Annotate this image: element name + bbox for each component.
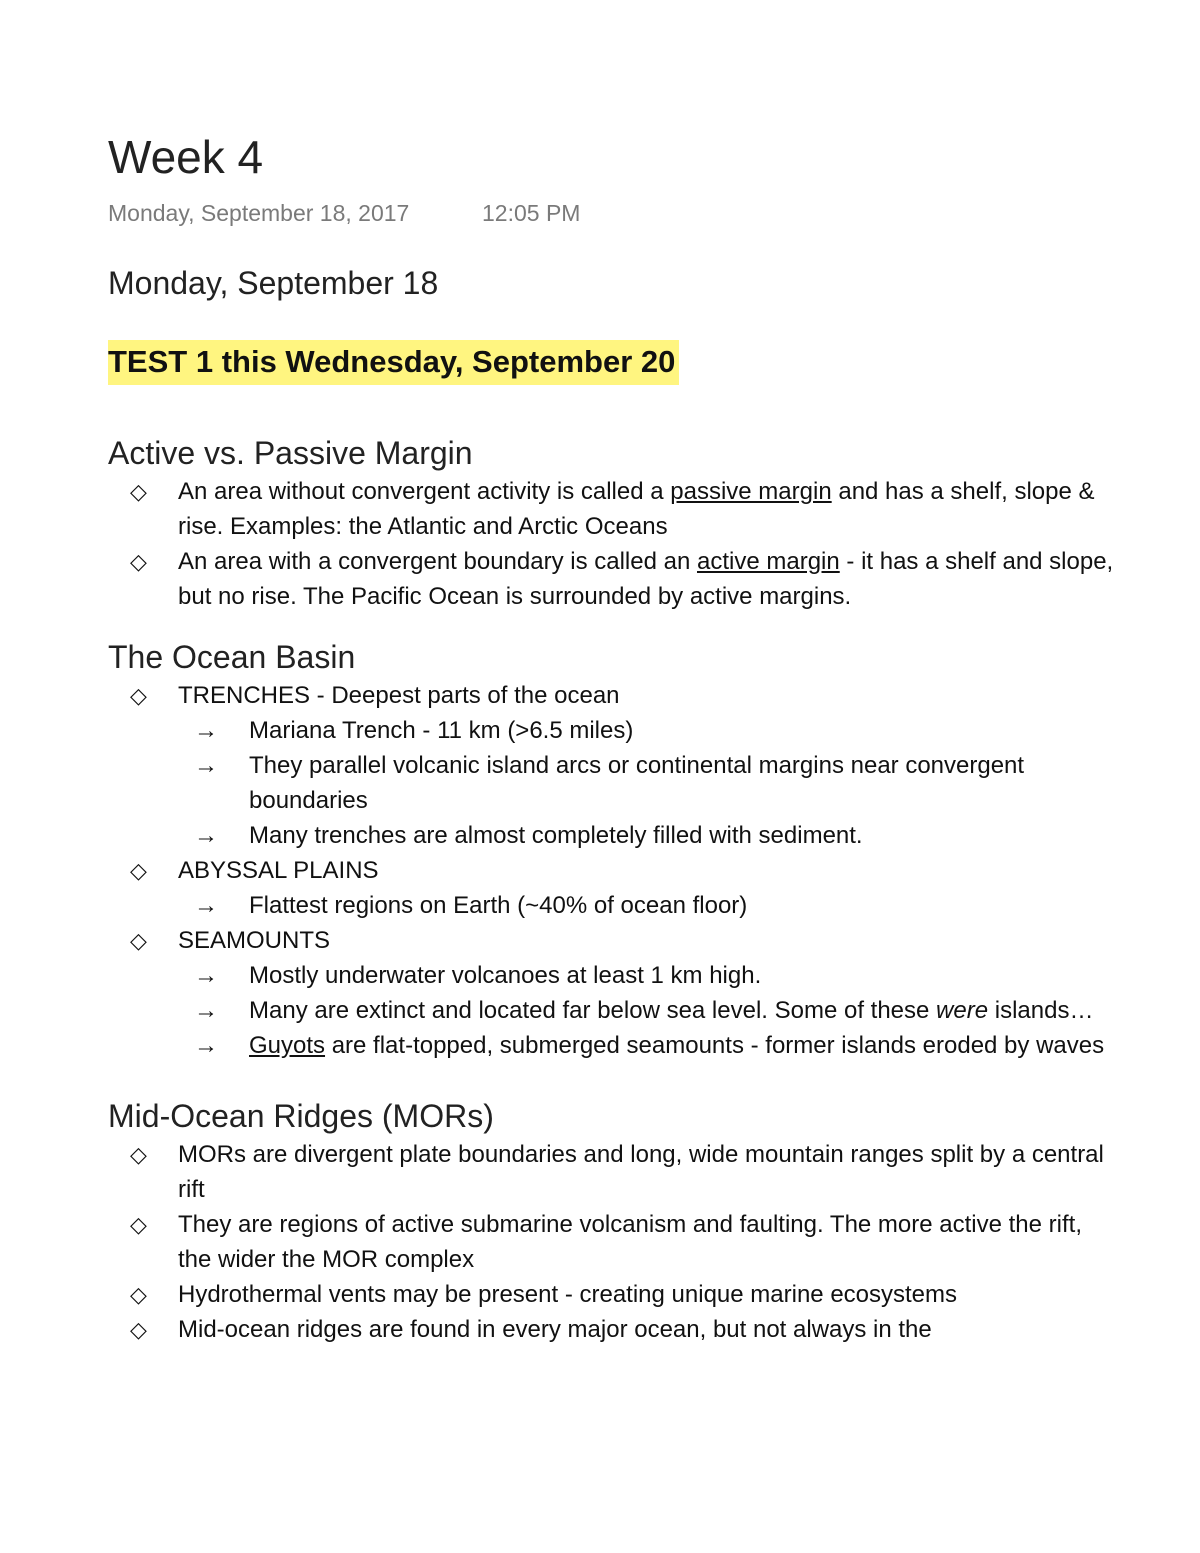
arrow-bullet-icon: → — [194, 1032, 218, 1059]
diamond-bullet-icon: ◇ — [130, 479, 147, 504]
diamond-bullet-icon: ◇ — [130, 1282, 147, 1307]
bullet-text: Hydrothermal vents may be present - creating unique marine ecosystems — [178, 1281, 958, 1308]
section-heading-mor: Mid-Ocean Ridges (MORs) — [108, 1098, 494, 1134]
arrow-bullet-icon: → — [194, 997, 218, 1024]
bullet-active-margin — [108, 544, 1118, 614]
arrow-bullet-icon: → — [194, 822, 218, 849]
bullet-text: MORs are divergent plate boundaries and long, wide mountain ranges split by a central rift — [178, 1141, 1104, 1203]
bullet-text: SEAMOUNTS — [178, 927, 331, 954]
arrow-bullet-icon: → — [194, 752, 218, 779]
bullet-mor — [108, 1137, 1118, 1207]
bullet-text: - it has a shelf and slope, but no rise. The Pacific Ocean is surrounded by active margins. — [178, 548, 1114, 610]
bullet-abyssal-plains — [108, 853, 1118, 888]
arrow-bullet-icon: → — [194, 717, 218, 744]
page-time: 12:05 PM — [482, 200, 581, 226]
term-active-margin: active margin — [697, 548, 840, 575]
bullet-text: TRENCHES - Deepest parts of the ocean — [178, 682, 620, 709]
diamond-bullet-icon: ◇ — [130, 683, 147, 708]
sub-bullet-text: They parallel volcanic island arcs or continental margins near convergent boundaries — [249, 752, 1025, 814]
bullet-mor — [108, 1207, 1118, 1277]
arrow-bullet-icon: → — [194, 962, 218, 989]
day-heading: Monday, September 18 — [108, 265, 439, 301]
bullet-text: ABYSSAL PLAINS — [178, 857, 379, 884]
bullet-text: An area without convergent activity is called a — [178, 478, 671, 505]
sub-bullet — [108, 958, 1118, 993]
bullet-seamounts — [108, 923, 1118, 958]
diamond-bullet-icon: ◇ — [130, 928, 147, 953]
bullet-text: They are regions of active submarine volcanism and faulting. The more active the rift, the wider the MOR complex — [178, 1211, 1082, 1273]
bullet-trenches — [108, 678, 1118, 713]
diamond-bullet-icon: ◇ — [130, 858, 147, 883]
page-date: Monday, September 18, 2017 — [108, 200, 410, 226]
diamond-bullet-icon: ◇ — [130, 1317, 147, 1342]
notes-body — [108, 432, 1118, 1347]
diamond-bullet-icon: ◇ — [130, 1142, 147, 1167]
diamond-bullet-icon: ◇ — [130, 549, 147, 574]
sub-bullet-text: Mostly underwater volcanoes at least 1 km high. — [249, 962, 762, 989]
sub-bullet-text: islands… — [988, 997, 1094, 1024]
sub-bullet-text: Many are extinct and located far below sea level. Some of these — [249, 997, 937, 1024]
diamond-bullet-icon: ◇ — [130, 1212, 147, 1237]
sub-bullet — [108, 748, 1118, 818]
test-notice-highlight: TEST 1 this Wednesday, September 20 — [108, 340, 679, 385]
sub-bullet — [108, 993, 1118, 1028]
bullet-mor — [108, 1277, 1118, 1312]
sub-bullet-text: are flat-topped, submerged seamounts - former islands eroded by waves — [325, 1032, 1105, 1059]
term-guyots: Guyots — [249, 1032, 326, 1059]
bullet-text: An area with a convergent boundary is called an — [178, 548, 697, 575]
arrow-bullet-icon: → — [194, 892, 218, 919]
sub-bullet-text: Mariana Trench - 11 km (>6.5 miles) — [249, 717, 634, 744]
term-passive-margin: passive margin — [670, 478, 832, 505]
sub-bullet — [108, 713, 1118, 748]
sub-bullet-text: Many trenches are almost completely filled with sediment. — [249, 822, 863, 849]
section-heading-margin: Active vs. Passive Margin — [108, 435, 473, 471]
bullet-passive-margin — [108, 474, 1118, 544]
sub-bullet — [108, 1028, 1118, 1063]
bullet-text: and has a shelf, slope & rise. Examples: the Atlantic and Arctic Oceans — [178, 478, 1095, 540]
emphasis-were: were — [936, 997, 989, 1024]
page-meta — [108, 200, 581, 227]
bullet-text: Mid-ocean ridges are found in every major ocean, but not always in the — [178, 1316, 932, 1343]
page-title: Week 4 — [108, 131, 264, 183]
sub-bullet-text: Flattest regions on Earth (~40% of ocean floor) — [249, 892, 748, 919]
section-heading-basin: The Ocean Basin — [108, 639, 356, 675]
sub-bullet — [108, 818, 1118, 853]
sub-bullet — [108, 888, 1118, 923]
bullet-mor — [108, 1312, 1118, 1347]
